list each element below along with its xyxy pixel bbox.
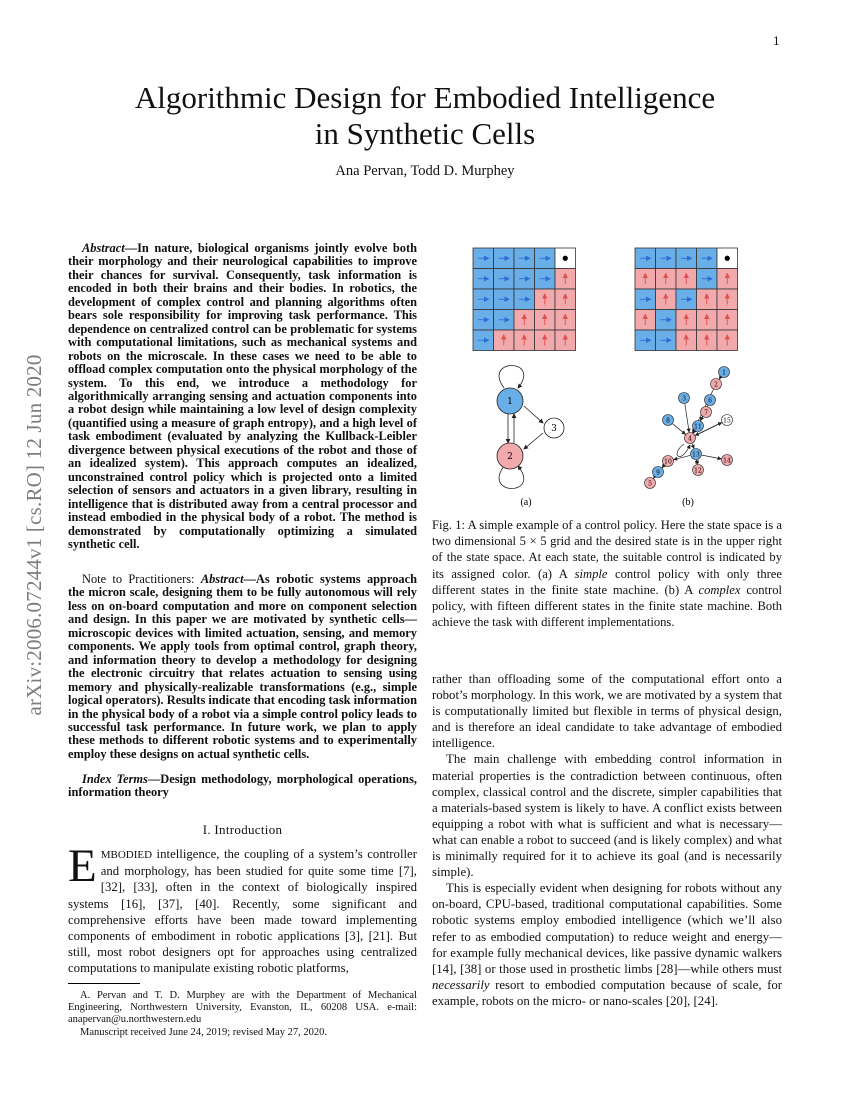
- graph-b-edge: [692, 444, 694, 449]
- index-terms: [68, 773, 417, 800]
- figure-caption: [432, 517, 782, 630]
- figure-1: [432, 240, 782, 515]
- figure-label-b: (b): [682, 497, 694, 508]
- graph-b-node-12-label: 12: [694, 467, 702, 475]
- goal-dot-icon: [725, 256, 730, 261]
- graph-b-node-8-label: 8: [666, 417, 670, 425]
- graph-b-edge: [673, 424, 686, 434]
- index-terms-label: Index Terms: [82, 772, 148, 786]
- abstract: [68, 242, 417, 551]
- note-lead: Note to Practitioners:: [82, 572, 201, 586]
- page-number: 1: [773, 35, 780, 48]
- footnote-rule: [68, 983, 140, 984]
- index-terms-text: —Design methodology, morphological operations, information theory: [68, 772, 417, 800]
- graph-b-node-13-label: 13: [692, 451, 700, 459]
- grid-b: [635, 248, 738, 351]
- introduction-paragraph: [68, 840, 417, 977]
- graph-b-node-9-label: 9: [656, 469, 660, 477]
- note-label: Abstract: [200, 572, 244, 586]
- right-paragraph-1: rather than offloading some of the computational effort onto a robot’s morphology. In this work, we are motivated by a system that is computationally limited but flexible in terms of physical design, and is therefore an ideal candidate to take advantage of embodied intelligence.: [432, 672, 782, 751]
- self-loop-1: [499, 366, 524, 389]
- caption-text-2: control policy with only three different states in the finite state machine. (b) A: [432, 566, 782, 597]
- goal-dot-icon: [563, 256, 568, 261]
- right-paragraph-2: The main challenge with embedding control information in material properties is the contradiction between continuous, often complex, classical control and the discrete, simpler capabilities that a materials-based system is likely to have. A conflict exists between equipping a robot with what is sufficient and what is necessary—what can enable a robot to succeed (and is likely complex) and what is minimally required for it to achieve its goal (and is necessarily simple).: [432, 752, 782, 880]
- graph-b-node-14-label: 14: [723, 457, 731, 465]
- right-p3-text: This is especially evident when designing for robots without any on-board, CPU-based, traditional computational capabilities. Some robotic systems employ embodied intelligence (which we’ll also refer to as embodied computation) to reduce weight and energy—for example fully mechanical devices, like passive dynamic walkers [14], [38] or those used in prosthetic limbs [28]—while others must: [432, 881, 782, 976]
- footnote-affiliation: A. Pervan and T. D. Murphey are with the Department of Mechanical Engineering, Northwestern University, Evanston, IL, 60208 USA. e-mail: anapervan@u.northwestern.edu: [68, 990, 417, 1026]
- graph-b-node-2-label: 2: [714, 381, 718, 389]
- graph-b-node-6-label: 6: [708, 397, 712, 405]
- graph-b-edge: [662, 465, 664, 467]
- graph-b-node-5-label: 5: [648, 480, 652, 488]
- edge-3-2: [524, 433, 543, 449]
- right-p3-text-2: resort to embodied computation because of scale, for example, robots on the micro- or nano-scales [20], [24].: [432, 977, 782, 1008]
- caption-label: Fig. 1:: [432, 518, 468, 532]
- intro-lead-caps: MBODIED: [100, 849, 153, 861]
- graph-b-node-7-label: 7: [704, 409, 708, 417]
- graph-b-edge: [654, 477, 655, 478]
- figure-label-a: (a): [520, 497, 532, 508]
- abstract-text: —In nature, biological organisms jointly evolve both their morphology and their neurological capabilities to improve their chances for survival. Consequently, task information is encoded in both their brains and their bodies. In robotics, the development of complex control and planning algorithms often bears sole responsibility for improving task performance. This dependence on centralized control can be problematic for systems with computational limitations, such as mechanical systems and robots on the microscale. In these cases we need to be able to offload complex computation onto the physical morphology of the system. To this end, we introduce a methodology for algorithmically arranging sensing and actuation components into a robot design while maintaining a low level of design complexity (quantified using a measure of graph entropy), and a high level of task embodiment (evaluated by analyzing the Kullback-Leibler divergence between physical executions of the robot and those of an idealized system). This approach computes an idealized, unconstrained control policy which is projected onto a limited selection of sensors and actuators in a given library, resulting in intelligence that is distributed away from a central processor and instead embodied in the physical body of a robot. The method is demonstrated by computationally optimizing a simulated synthetic cell.: [68, 241, 417, 551]
- note-text: —As robotic systems approach the micron scale, designing them to be fully autonomous will rely less on on-board computation and more on component selection and design. In this paper we are motivated by synthetic cells—microscopic devices with limited actuation, sensing, and memory components. We apply tools from optimal control, graph theory, and information theory to develop a methodology for designing the electronic circuitry that relates actuation to sensing using memory and physically-realizable transformations (e.g., simple logical operators). Results indicate that encoding task information in the physical body of a robot via a simple control policy leads to successful task performance. In future work, we plan to apply these methods to different robotic systems and to experimentally employ these designs on actual synthetic cells.: [68, 572, 417, 761]
- graph-a-node-1-label: 1: [507, 397, 513, 407]
- title-line-2: in Synthetic Cells: [314, 116, 536, 151]
- right-p3-em: necessarily: [432, 977, 490, 992]
- graph-b-node-1-label: 1: [722, 369, 726, 377]
- graph-a-node-3-label: 3: [551, 424, 557, 434]
- authors: Ana Pervan, Todd D. Murphey: [335, 163, 515, 179]
- section-heading-introduction: I. Introduction: [202, 822, 283, 837]
- right-paragraph-3: [432, 880, 782, 1009]
- graph-b-node-3-label: 3: [682, 395, 686, 403]
- graph-b-edge: [702, 455, 721, 459]
- graph-b-edge: [685, 404, 689, 432]
- arxiv-stamp: arXiv:2006.07244v1 [cs.RO] 12 Jun 2020: [22, 354, 46, 716]
- drop-cap: E: [68, 840, 97, 892]
- graph-b-node-11-label: 11: [694, 423, 702, 431]
- caption-em-complex: complex: [698, 582, 741, 597]
- caption-text-3: control policy, with fifteen different states in the finite state machine. Both achieve the task with different implementations.: [432, 582, 782, 630]
- right-column-text: [432, 671, 782, 1009]
- paper-title: [80, 80, 770, 152]
- graph-b: [645, 367, 733, 489]
- graph-b-node-4-label: 4: [688, 435, 692, 443]
- footnote-manuscript: Manuscript received June 24, 2019; revised May 27, 2020.: [80, 1026, 327, 1038]
- caption-text: A simple example of a control policy. Here the state space is a two dimensional 5 × 5 grid and the desired state is in the upper right of the state space. At each state, the suitable control is indicated by its assigned color. (a) A: [432, 518, 782, 581]
- graph-b-node-15-label: 15: [723, 417, 731, 425]
- graph-b-node-10-label: 10: [664, 458, 672, 466]
- graph-b-self-loop: [677, 444, 690, 457]
- graph-b-edge: [719, 377, 720, 379]
- graph-b-edge: [697, 460, 698, 464]
- abstract-label: Abstract: [82, 241, 125, 255]
- graph-a-node-2-label: 2: [507, 452, 513, 462]
- graph-a: [497, 366, 564, 489]
- caption-em-simple: simple: [574, 566, 608, 581]
- grid-a: [473, 248, 576, 351]
- footnote: [68, 990, 417, 1039]
- intro-text: intelligence, the coupling of a system’s controller and morphology, has been studied for quite some time [7], [32], [33], often in the context of biologically inspired systems [16], [37], [40]. Recently, some significant and comprehensive efforts have been made toward implementing components of embodiment in robotic applications [3], [21]. But still, most robot designers opt for approaches using centralized computations to manipulate existing robotic platforms,: [68, 847, 417, 976]
- edge-1-3: [524, 406, 543, 423]
- self-loop-2: [499, 466, 524, 489]
- title-line-1: Algorithmic Design for Embodied Intelligence: [134, 80, 716, 115]
- note-to-practitioners: [68, 573, 417, 761]
